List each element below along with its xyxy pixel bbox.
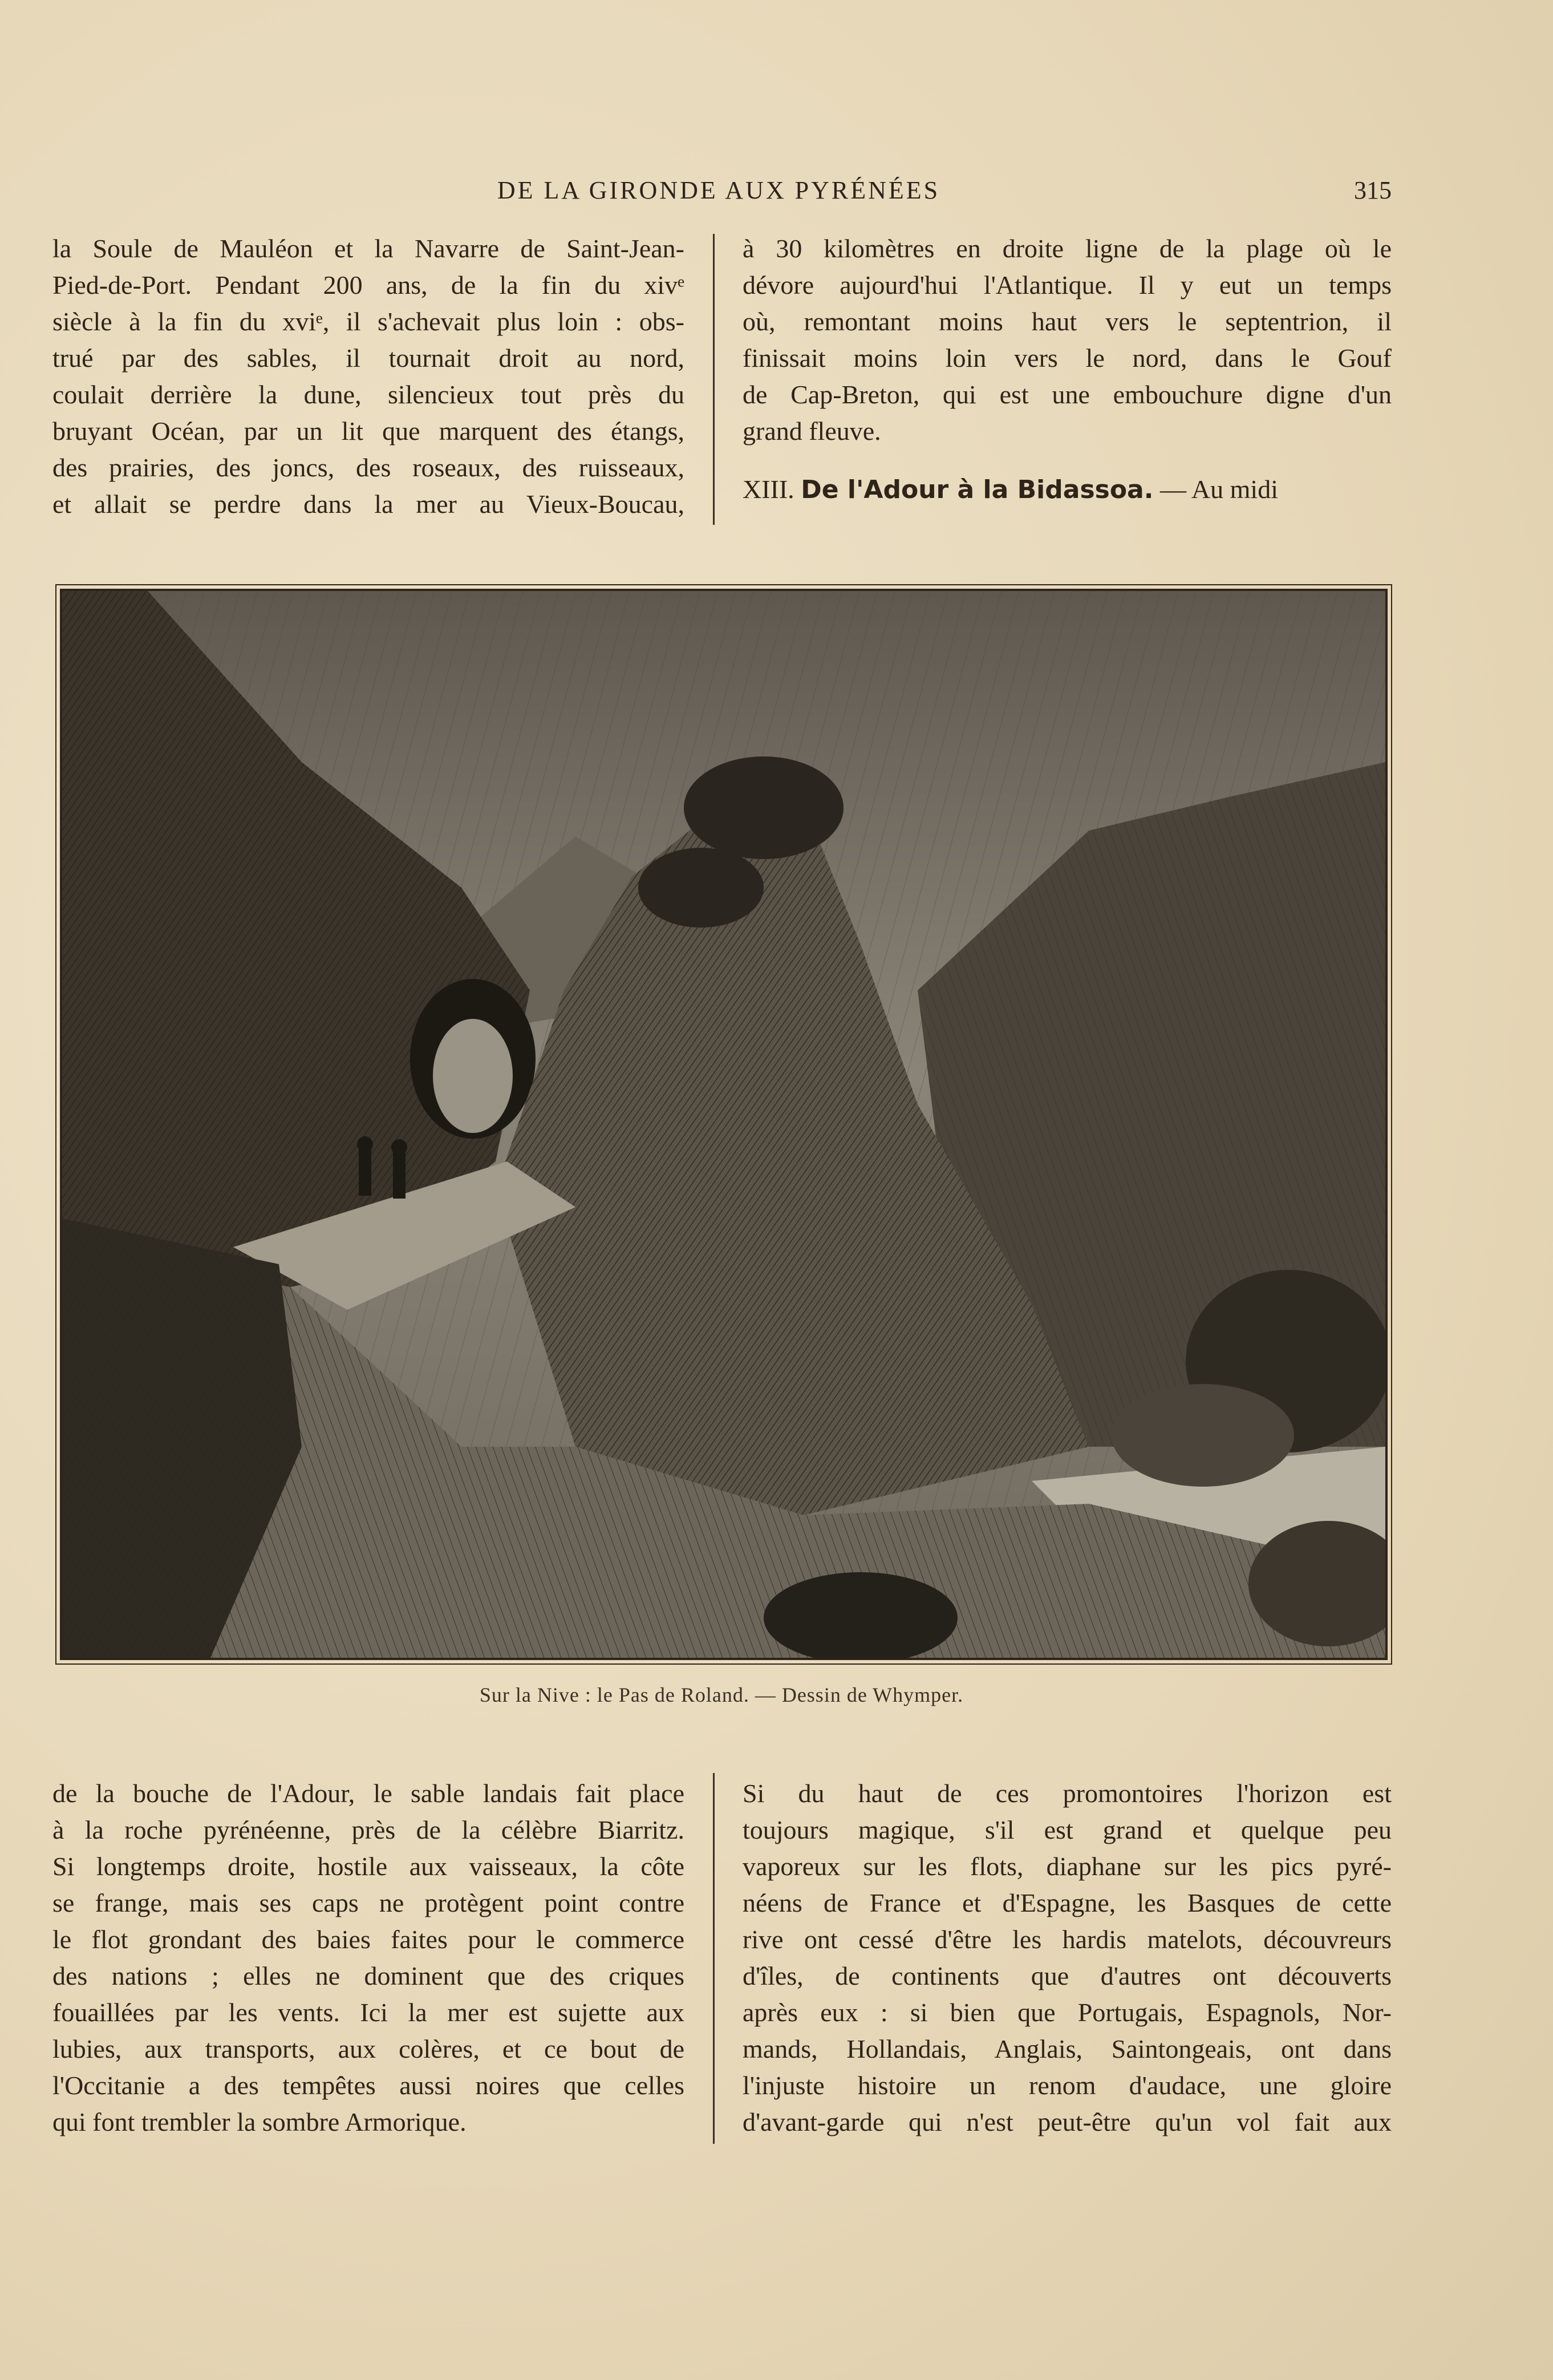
text-line: dévore aujourd'hui l'Atlantique. Il y eut un temps xyxy=(743,270,1392,299)
text-line: trué par des sables, il tournait droit au nord, xyxy=(52,343,684,373)
text-line: de Cap-Breton, qui est une embouchure digne d'un xyxy=(743,380,1392,409)
text-line: à 30 kilomètres en droite ligne de la plage où le xyxy=(743,234,1392,263)
text-line: Pied-de-Port. Pendant 200 ans, de la fin du xivᵉ xyxy=(52,270,684,299)
column-divider xyxy=(713,234,715,525)
running-head: DE LA GIRONDE AUX PYRÉNÉES xyxy=(497,176,940,204)
text-line: lubies, aux transports, aux colères, et ce bout de xyxy=(52,2034,684,2063)
text-line: vaporeux sur les flots, diaphane sur les pics pyré- xyxy=(743,1852,1392,1881)
text-line: siècle à la fin du xviᵉ, il s'achevait plus loin : obs- xyxy=(52,307,684,336)
text-line: l'Occitanie a des tempêtes aussi noires que celles xyxy=(52,2071,684,2100)
figure-caption: Sur la Nive : le Pas de Roland. — Dessin de Whymper. xyxy=(479,1683,964,1706)
text-line: à la roche pyrénéenne, près de la célèbre Biarritz. xyxy=(52,1815,684,1844)
text-column-bottom-right xyxy=(743,1775,1392,2140)
text-line: l'injuste histoire un renom d'audace, une gloire xyxy=(743,2071,1392,2100)
text-line: bruyant Océan, par un lit que marquent des étangs, xyxy=(52,416,684,446)
text-line: d'avant-garde qui n'est peut-être qu'un vol fait aux xyxy=(743,2107,1392,2136)
text-line: le flot grondant des baies faites pour le commerce xyxy=(52,1925,684,1954)
text-line: rive ont cessé d'être les hardis matelots, découvreurs xyxy=(743,1925,1392,1954)
column-divider xyxy=(713,1773,715,2144)
text-line: d'îles, de continents que d'autres ont découverts xyxy=(743,1961,1392,1990)
page-number: 315 xyxy=(1354,176,1392,204)
text-line: Si du haut de ces promontoires l'horizon est xyxy=(743,1779,1392,1808)
text-line: coulait derrière la dune, silencieux tout près du xyxy=(52,380,684,409)
section-tail: — Au midi xyxy=(1159,475,1278,504)
text-line: mands, Hollandais, Anglais, Saintongeais, ont dans xyxy=(743,2034,1392,2063)
text-line: néens de France et d'Espagne, les Basques de cette xyxy=(743,1888,1392,1917)
text-line: de la bouche de l'Adour, le sable landais fait place xyxy=(52,1779,684,1808)
text-column-top-left xyxy=(52,230,684,523)
section-number: XIII. xyxy=(743,475,794,504)
text-line: se frange, mais ses caps ne protègent point contre xyxy=(52,1888,684,1917)
text-line: où, remontant moins haut vers le septentrion, il xyxy=(743,307,1392,336)
text-line: grand fleuve. xyxy=(743,416,881,446)
text-line: finissait moins loin vers le nord, dans le Gouf xyxy=(743,343,1392,373)
text-line: et allait se perdre dans la mer au Vieux-Boucau, xyxy=(52,489,684,519)
text-line: la Soule de Mauléon et la Navarre de Saint-Jean- xyxy=(52,234,684,263)
text-column-top-right xyxy=(743,230,1392,508)
text-line: qui font trembler la sombre Armorique. xyxy=(52,2107,467,2136)
text-line: après eux : si bien que Portugais, Espagnols, Nor- xyxy=(743,1998,1392,2027)
text-line: toujours magique, s'il est grand et quelque peu xyxy=(743,1815,1392,1844)
text-column-bottom-left xyxy=(52,1775,684,2140)
text-line: des nations ; elles ne dominent que des criques xyxy=(52,1961,684,1990)
text-line: fouaillées par les vents. Ici la mer est sujette aux xyxy=(52,1998,684,2027)
section-title: De l'Adour à la Bidassoa. xyxy=(801,475,1154,504)
text-line: Si longtemps droite, hostile aux vaisseaux, la côte xyxy=(52,1852,684,1881)
text-line: des prairies, des joncs, des roseaux, des ruisseaux, xyxy=(52,453,684,482)
section-heading xyxy=(743,471,1392,508)
engraving-illustration xyxy=(60,589,1388,1660)
